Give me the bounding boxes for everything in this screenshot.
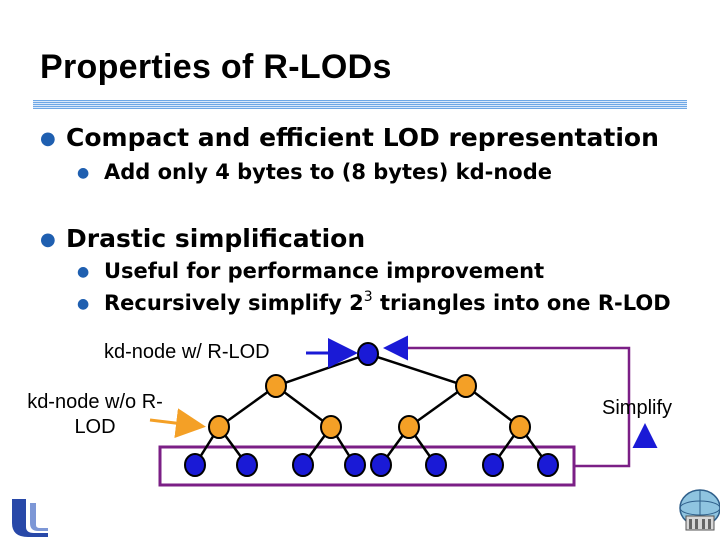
bullet-dot-icon: ● [40,128,56,149]
tree-node [456,375,476,397]
bullet-dot-icon: ● [77,264,90,280]
root-node-rlod [358,343,378,365]
globe-logo-icon [680,490,720,530]
leaf-node [293,454,313,476]
leaf-node [483,454,503,476]
tree-node [510,416,530,438]
bullet-dot-icon: ● [40,229,56,250]
sub-bullet-1-1-text: Add only 4 bytes to (8 bytes) kd-node [104,160,553,184]
tree-node [399,416,419,438]
sub-bullet-2-2-text-a: Recursively simplify 2 [104,291,364,315]
university-logo-icon [12,499,48,537]
bullet-1-text: Compact and efficient LOD representation [66,123,659,152]
exponent: 3 [363,289,373,305]
leaf-triangles-box [160,447,574,485]
leaf-nodes [185,454,558,476]
label-simplify: Simplify [602,397,673,419]
leaf-node [345,454,365,476]
sub-bullet-2-1-text: Useful for performance improvement [104,259,545,283]
tree-node [209,416,229,438]
leaf-node [371,454,391,476]
leaf-node [538,454,558,476]
bullet-dot-icon: ● [77,165,90,181]
bullet-dot-icon: ● [77,296,90,312]
label-kd-node-with-rlod: kd-node w/ R-LOD [104,341,270,363]
sub-bullet-2-2-text-b: triangles into one R-LOD [372,291,671,315]
tree-node [266,375,286,397]
tree-node [321,416,341,438]
leaf-node [237,454,257,476]
leaf-node [185,454,205,476]
slide-title: Properties of R-LODs [40,48,392,86]
label-kd-node-without-rlod: kd-node w/o R-LOD [27,391,163,438]
bullet-2-text: Drastic simplification [66,224,366,253]
leaf-node [426,454,446,476]
